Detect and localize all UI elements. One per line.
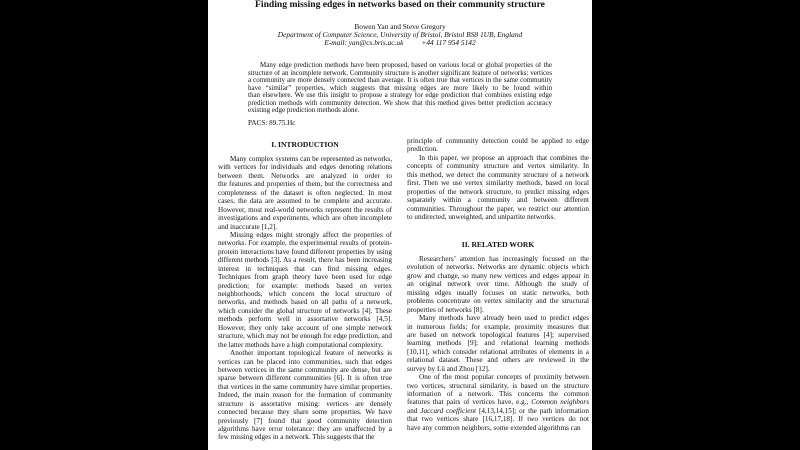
text-line: separately within a community and between different xyxy=(407,196,589,205)
text-line: algorithms have error tolerance: they are unaffected by a xyxy=(218,425,392,433)
text-line: Missing edges might strongly affect the properties of xyxy=(230,230,392,239)
pacs: PACS: 89.75.Hc xyxy=(248,119,296,127)
text-line: methods perform well in assortative networks [4,5]. xyxy=(218,315,392,324)
text-line: structure, which may not be enough for edge prediction, and xyxy=(218,332,392,341)
text-line: information of a network. This concerns the common xyxy=(407,390,589,398)
text-line: In this paper, we propose an approach that combines the xyxy=(419,153,589,162)
contact-line xyxy=(208,38,592,47)
text-line: Many edge prediction methods have been proposed, based on various local or global properties of the xyxy=(260,62,552,69)
text-line: concepts of community structure and vertex similarity. In xyxy=(407,162,589,171)
text-line: relational dataset. These and others are reviewed in the xyxy=(407,356,589,365)
text-line: survey by Lü and Zhou [12]. xyxy=(407,364,490,373)
authors: Bowen Yan and Steve Gregory xyxy=(354,22,446,31)
text-line: prediction methods with community detection. We show that this method gives better prediction accuracy xyxy=(248,99,552,107)
text-line: this method, we detect the community structure of a network xyxy=(407,170,589,179)
text-line: investigations and experiments, which are often incomplete xyxy=(218,214,392,223)
text-line: Techniques from graph theory have been used for edge xyxy=(218,273,392,282)
text-line: Researchers’ attention has increasingly focused on the xyxy=(419,255,589,263)
text-line: are based on network topological features [4]; supervised xyxy=(407,330,589,339)
text-line: evolution of networks. Networks are dynamic objects which xyxy=(407,263,589,272)
text-line: Many complex systems can be represented as networks, xyxy=(230,155,392,163)
text-line: than elsewhere. We use this insight to propose a strategy for edge prediction that combines existing edge xyxy=(248,92,552,99)
text-line: grow and change, so many new vertices and edges appear in xyxy=(407,271,589,280)
email: E-mail: yan@cs.bris.ac.uk xyxy=(324,38,404,47)
text-line: to undirected, unweighted, and unipartite networks. xyxy=(407,212,556,221)
text-line: principle of community detection could be applied to edge xyxy=(407,137,589,145)
text-segment: and xyxy=(407,406,421,415)
text-line: two vertices, structural similarity, is based on the structure xyxy=(407,381,589,390)
text-line: problems concentrate on vertex similarity and the structural xyxy=(407,297,589,306)
text-line: networks, and methods based on all paths of a network, xyxy=(218,298,392,307)
section-heading-introduction: I. INTRODUCTION xyxy=(271,140,339,149)
text-line xyxy=(407,398,589,406)
text-line: sparse between different communities [6]. It is often true xyxy=(218,374,392,383)
text-line: completeness of the dataset is often neglected. In most xyxy=(218,188,392,197)
text-line: first. Then we use vertex similarity methods, based on local xyxy=(407,179,589,188)
abstract xyxy=(248,62,552,115)
text-segment: [4,13,14,15]; or the path information xyxy=(476,406,589,415)
text-line: which consider the global structure of networks [4]. These xyxy=(218,306,392,315)
text-line: in numerous fields; for example, proximity measures that xyxy=(407,322,589,331)
text-line: Many methods have already been used to predict edges xyxy=(419,314,589,323)
right-column-text-bottom xyxy=(407,255,589,432)
affiliation: Department of Computer Science, University of Bristol, Bristol BS8 1UB, England xyxy=(277,30,523,39)
text-line: a community are more densely connected than average. It is often true that vertices in the same community xyxy=(248,77,552,84)
text-line: and inaccurate [1,2]. xyxy=(218,222,278,231)
section-heading-related-work: II. RELATED WORK xyxy=(461,240,535,249)
text-line: learning methods [9]; and relational learning methods xyxy=(407,339,589,348)
text-line: have “similar” properties, which suggests that missing edges are more likely to be found within xyxy=(248,84,552,92)
text-line: However, most real-world networks represent the results of xyxy=(218,205,392,214)
text-line: missing edges usually focuses on static networks, both xyxy=(407,288,589,297)
text-line: [10,11], which consider relational attributes of elements in a xyxy=(407,347,589,356)
left-column-text xyxy=(218,155,392,442)
italic-term: Common neighbors xyxy=(531,398,589,407)
text-line: communities. Throughout the paper, we restrict our attention xyxy=(407,204,589,213)
text-line xyxy=(407,407,589,415)
text-line: neighborhoods, which concern the local structure of xyxy=(218,290,392,298)
text-line: vertices can be placed into communities, such that edges xyxy=(218,357,392,366)
right-column-text-top xyxy=(407,137,589,221)
text-line: networks. For example, the experimental results of protein- xyxy=(218,239,392,248)
text-line: prediction. xyxy=(407,145,438,154)
text-line: interest in techniques that can find missing edges. xyxy=(218,264,392,273)
text-line: connected because they share some properties. We have xyxy=(218,408,392,417)
text-line: the latter methods have a high computational complexity. xyxy=(218,340,383,349)
text-line: few missing edges in a network. This suggests that the xyxy=(218,433,375,442)
text-line: an original network over time. Although the study of xyxy=(407,280,589,289)
text-line: previously [7] found that good community detection xyxy=(218,416,392,425)
text-line: Another important topological feature of networks is xyxy=(230,349,392,358)
phone: +44 117 954 5142 xyxy=(421,38,476,47)
text-line: properties of the network structure, to predict missing edges xyxy=(407,187,589,196)
text-line: cases, the data are assumed to be complete and accurate. xyxy=(218,197,392,206)
text-line: the features and properties of them, but the correctness and xyxy=(218,180,392,189)
text-line: structure of an incomplete network. Community structure is another significant feature of networks: vertices xyxy=(248,69,552,77)
text-line: However, they only take account of one simple network xyxy=(218,323,392,332)
text-line: prediction; for example: methods based on vertex xyxy=(218,281,392,290)
text-line: with vertices for individuals and edges denoting relations xyxy=(218,163,392,172)
text-segment: features that pairs of vertices have, e.g., xyxy=(407,398,532,407)
text-line: structure is assortative mixing: vertices are densely xyxy=(218,399,392,408)
text-line: One of the most popular concepts of proximity between xyxy=(419,373,589,382)
italic-term: Jaccard coefficient xyxy=(420,406,477,415)
text-line: that vertices in the same community have similar properties. xyxy=(218,382,392,391)
text-line: between vertices in the same community are dense, but are xyxy=(218,365,392,374)
paper-page xyxy=(208,0,592,450)
text-line: different methods [3]. As a result, there has been increasing xyxy=(218,256,392,265)
text-line: have any common neighbors, some extended algorithms can xyxy=(407,423,581,432)
paper-title: Finding missing edges in networks based on their community structure xyxy=(255,0,545,10)
text-line: properties of networks [8]. xyxy=(407,305,484,314)
text-line: protein interactions have found different properties by using xyxy=(218,247,392,256)
text-line: that two vertices share [16,17,18]. If two vertices do not xyxy=(407,415,589,424)
text-line: between them. Networks are analyzed in order to xyxy=(218,171,392,180)
text-line: existing edge prediction methods alone. xyxy=(248,107,360,114)
text-line: Indeed, the main reason for the formation of community xyxy=(218,391,392,400)
